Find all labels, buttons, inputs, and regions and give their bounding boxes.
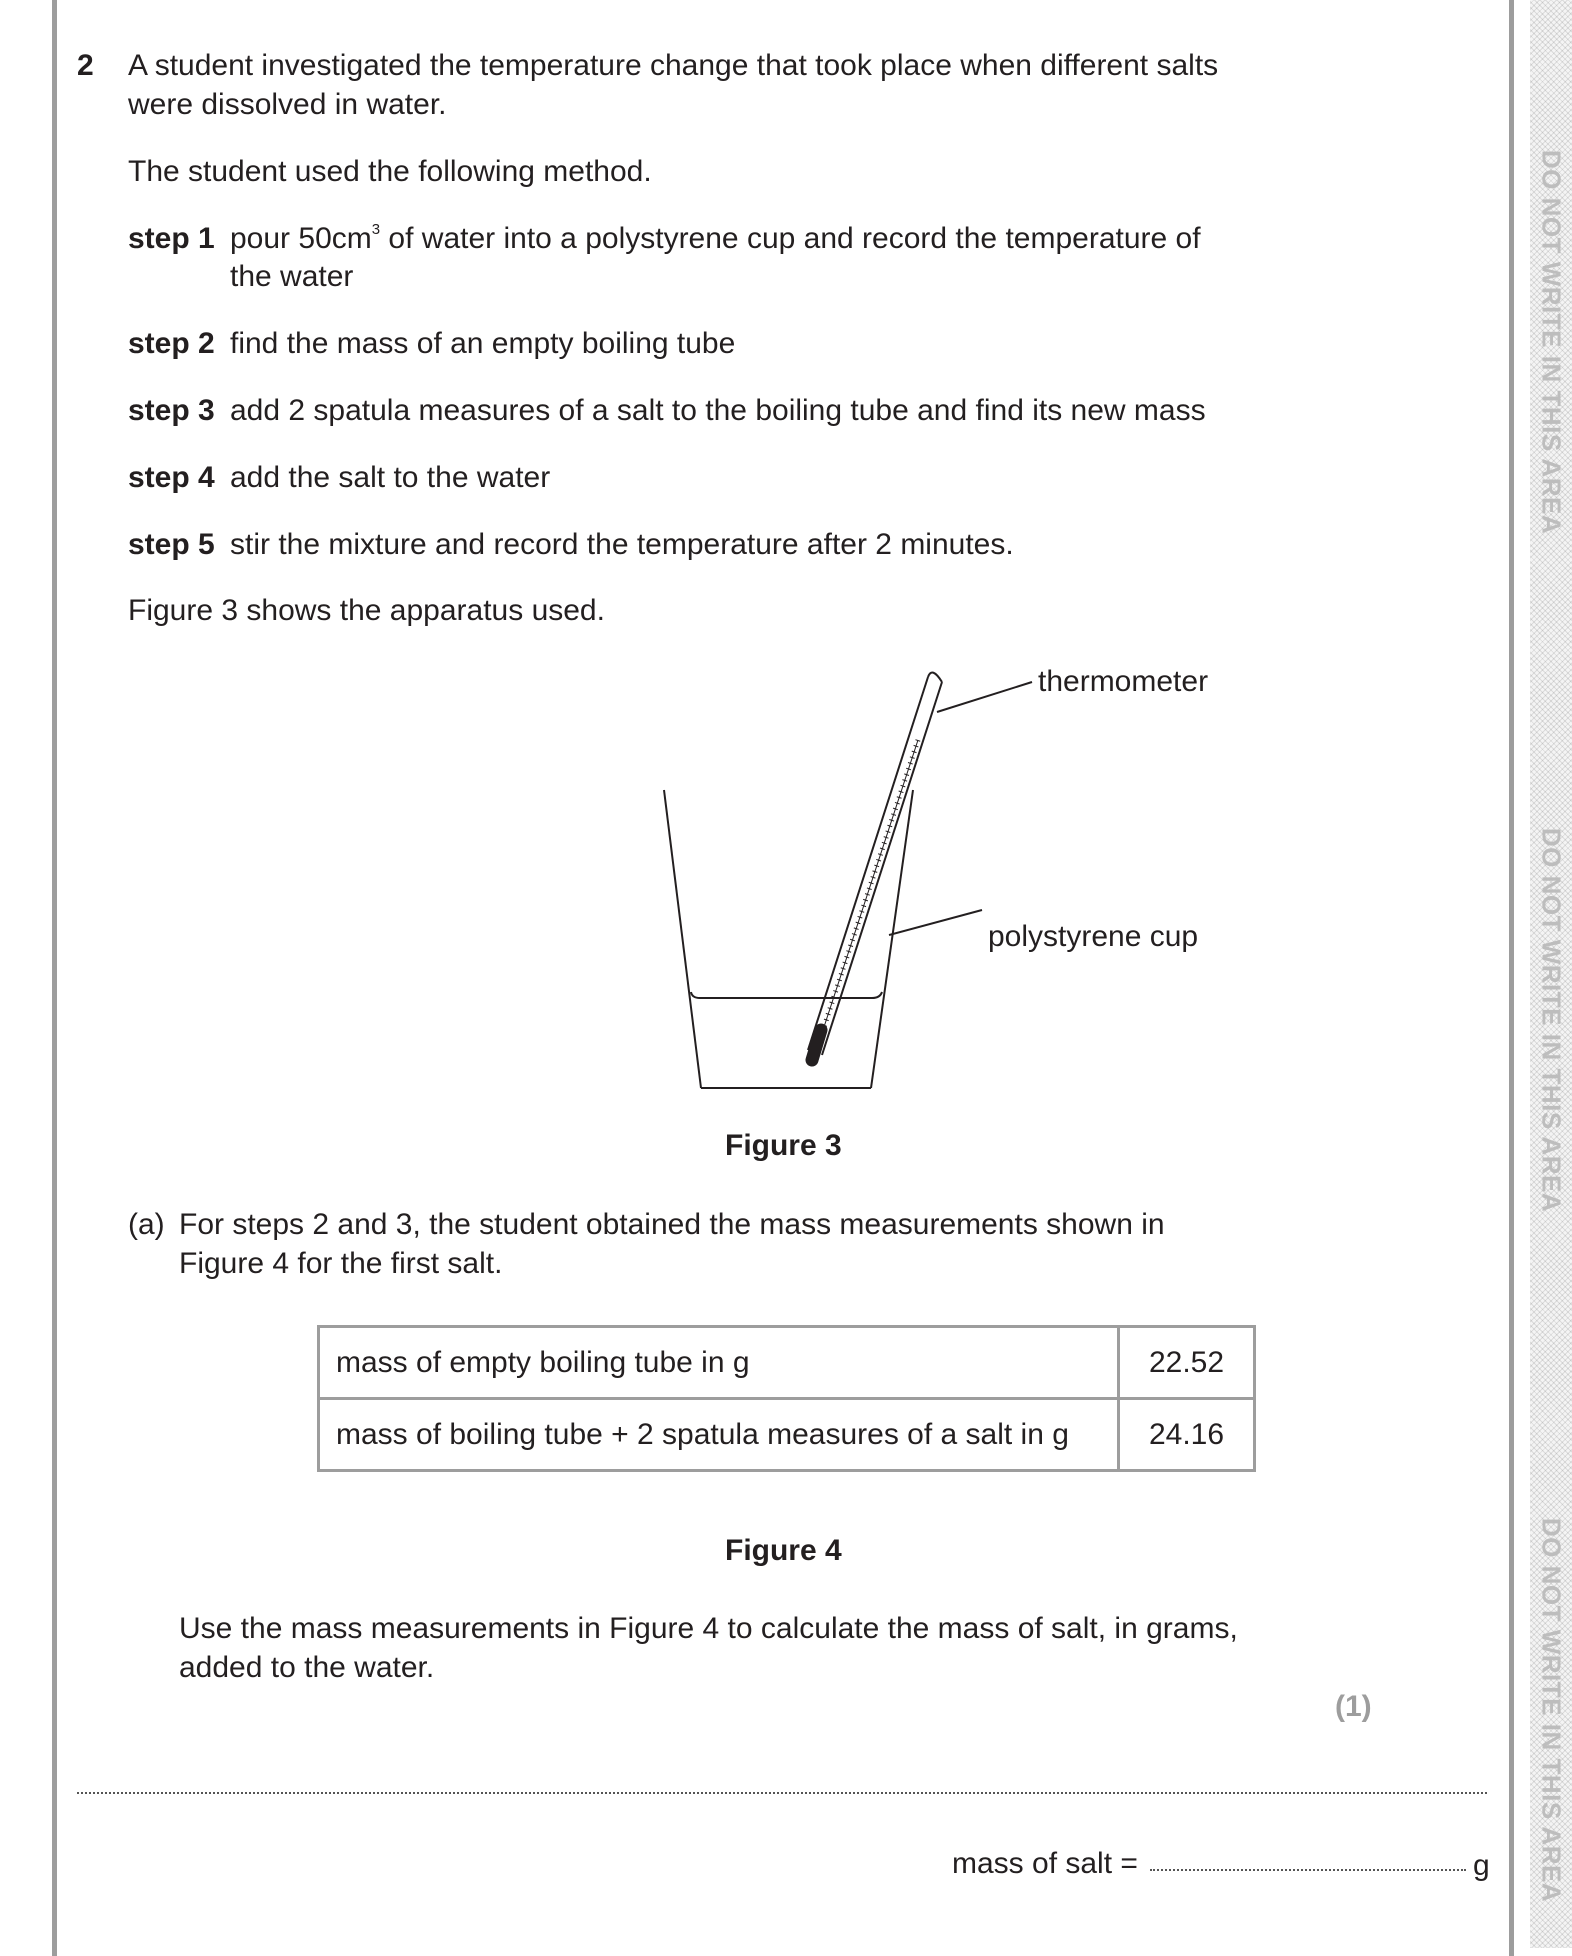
cup-label: polystyrene cup	[988, 920, 1199, 953]
cup-leader	[889, 910, 982, 935]
cup-left-wall	[664, 790, 701, 1088]
table-cell-value: 24.16	[1119, 1399, 1255, 1471]
step-text: pour $50cm^3$ of water into a polystyrene cup and record the temperature of	[230, 221, 1201, 255]
part-a-label: (a)	[128, 1208, 165, 1241]
table-cell-value: 22.52	[1119, 1327, 1255, 1399]
step-text: the water	[230, 260, 354, 293]
table-row	[319, 1399, 1255, 1471]
table-cell-label: mass of empty boiling tube in g	[319, 1327, 1119, 1399]
part-a-text: For steps 2 and 3, the student obtained the mass measurements shown in	[179, 1208, 1165, 1241]
thermometer-bulb	[812, 1030, 821, 1060]
question-intro: were dissolved in water.	[128, 88, 447, 121]
figure3-caption: Figure 3	[725, 1129, 842, 1162]
water-surface	[691, 992, 882, 998]
step-label: step 4	[128, 461, 215, 494]
question-number: 2	[77, 49, 94, 82]
thermometer-left-edge	[808, 677, 928, 1050]
step-label: step 5	[128, 528, 215, 561]
answer-unit: g	[1473, 1849, 1490, 1882]
table-cell-label: mass of boiling tube + 2 spatula measures of a salt in g	[319, 1399, 1119, 1471]
question-intro: A student investigated the temperature change that took place when different salts	[128, 49, 1219, 82]
figure-intro: Figure 3 shows the apparatus used.	[128, 594, 605, 627]
step-label: step 1	[128, 222, 215, 255]
thermometer-label: thermometer	[1038, 665, 1209, 698]
step-label: step 3	[128, 394, 215, 427]
step-label: step 2	[128, 327, 215, 360]
step-text: find the mass of an empty boiling tube	[230, 327, 736, 360]
table-row	[319, 1327, 1255, 1399]
thermometer-right-edge	[822, 682, 942, 1055]
thermometer-top	[928, 673, 942, 682]
thermometer-leader	[937, 682, 1032, 712]
thermometer-scale	[823, 740, 918, 1030]
method-intro: The student used the following method.	[128, 155, 652, 188]
instruction-text: Use the mass measurements in Figure 4 to calculate the mass of salt, in grams,	[179, 1612, 1238, 1645]
step-text: add 2 spatula measures of a salt to the boiling tube and find its new mass	[230, 394, 1206, 427]
step-text: stir the mixture and record the temperature after 2 minutes.	[230, 528, 1014, 561]
answer-label: mass of salt =	[952, 1847, 1138, 1880]
mass-table	[317, 1325, 1256, 1472]
step-text: add the salt to the water	[230, 461, 551, 494]
working-line[interactable]	[77, 1792, 1487, 1794]
marks-indicator: (1)	[1335, 1690, 1372, 1723]
figure4-caption: Figure 4	[725, 1534, 842, 1567]
instruction-text: added to the water.	[179, 1651, 435, 1684]
part-a-text: Figure 4 for the first salt.	[179, 1247, 503, 1280]
answer-field[interactable]	[1150, 1869, 1466, 1871]
